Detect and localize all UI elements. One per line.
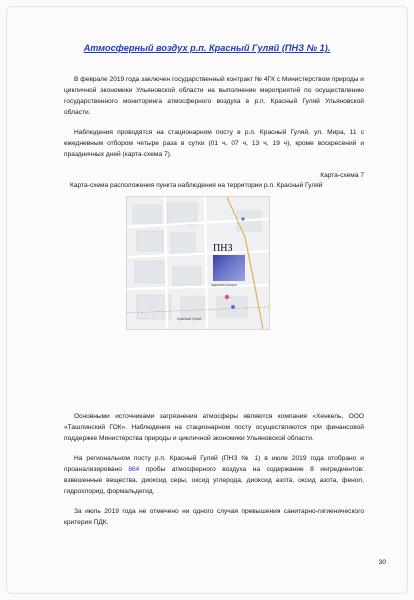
paragraph-observations: Наблюдения проводятся на стационарном посту в р.п. Красный Гуляй, ул. Мира, 11 с ежедневным отбором четыре раза в сутки (01 ч, 07 ч, 13 ч, 19 ч), кроме воскресений и праздничных дней (карта-схема 7).: [64, 129, 364, 158]
station-label: ПНЗ: [213, 243, 233, 254]
map-number-label: Карта-схема 7: [320, 172, 364, 179]
samples-text-after: пробы атмосферного воздуха на содержание 8 ингредиентов: взвешенные вещества, диоксид серы, оксид углерода, диоксид азота, оксид азота, фенол, гидрохлорид, формальдегид.: [64, 466, 364, 495]
map-scheme: [126, 196, 270, 330]
map-caption: Карта-схема расположения пункта наблюдения на территории р.п. Красный Гуляй: [70, 182, 323, 189]
station-marker: [213, 255, 245, 281]
samples-text-before: На региональном посту р.п. Красный Гуляй (ПНЗ № 1) в июле 2019 года отобрано и проанализировано: [64, 455, 364, 473]
page-title: Атмосферный воздух р.п. Красный Гуляй (ПНЗ № 1).: [83, 43, 331, 53]
map-label-town: Красный Гуляй: [177, 317, 202, 321]
paragraph-samples: [64, 453, 364, 497]
map-label-admin: Администрация: [211, 283, 237, 287]
paragraph-pollution-sources: Основными источниками загрязнения атмосферы являются компания «Хенкель, ООО «Ташлинский ГОК». Наблюдения на стационарном посту осуществляются при финансовой поддержке Министерства природы и цикличной экономики Ульяновской области.: [64, 413, 364, 442]
samples-count: 864: [128, 466, 140, 473]
map-streets: [127, 197, 269, 329]
page-number: 30: [378, 559, 386, 566]
paragraph-contract: В феврале 2019 года заключен государственный контракт № 4ГК с Министерством природы и цикличной экономики Ульяновской области на выполнение мероприятий по осуществлению государственного мониторинга атмосферного воздуха в р.п. Красный Гуляй Ульяновской области.: [64, 76, 364, 116]
paragraph-conclusion: За июль 2019 года не отмечено ни одного случая превышения санитарно-гигиенического критерия ПДК.: [64, 508, 364, 526]
